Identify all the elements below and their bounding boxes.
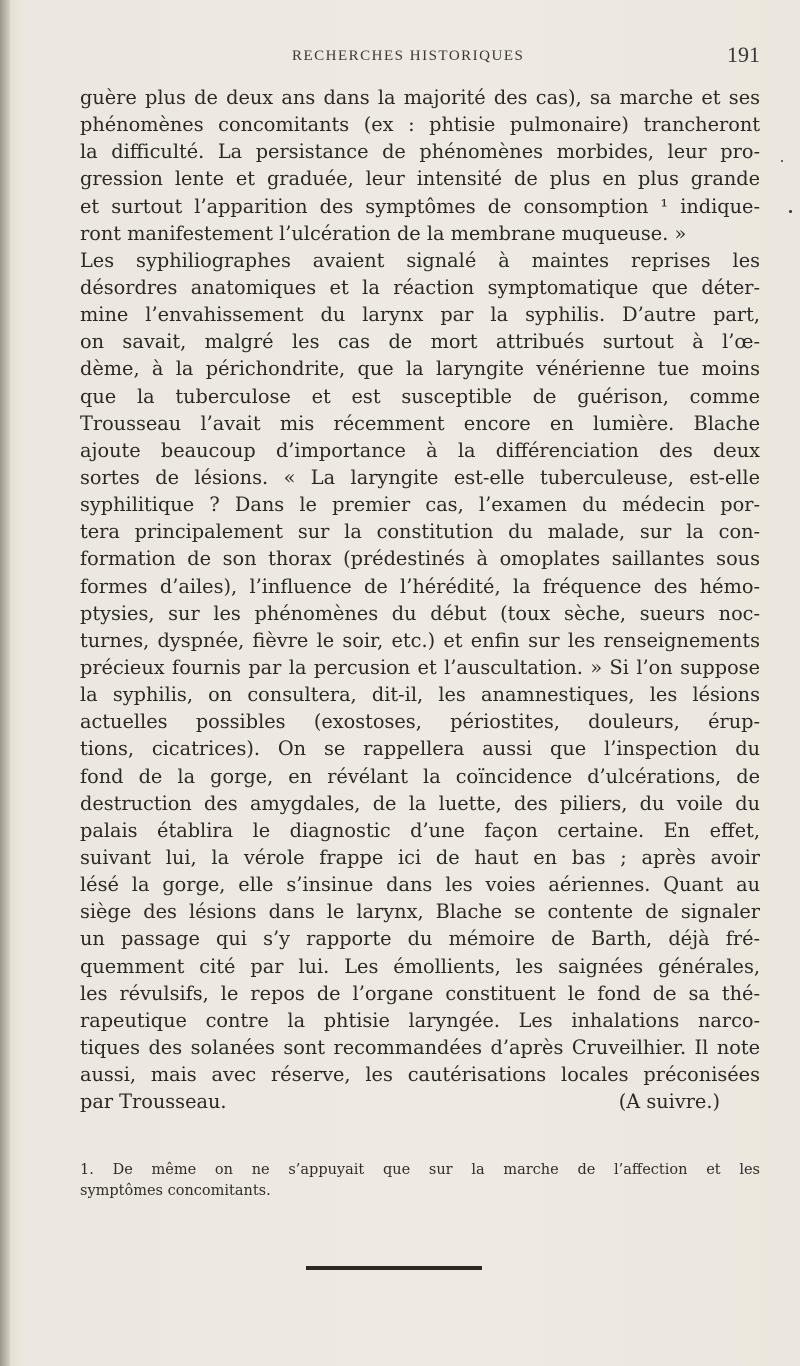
text-line: ptysies, sur les phénomènes du début (toux sèche, sueurs noc- bbox=[80, 601, 760, 625]
text-line: la syphilis, on consultera, dit-il, les anamnestiques, les lésions bbox=[80, 683, 760, 707]
text-line: lésé la gorge, elle s’insinue dans les voies aériennes. Quant au bbox=[80, 873, 760, 897]
text-line: rapeutique contre la phtisie laryngée. Les inhalations narco- bbox=[80, 1008, 760, 1032]
text-line: précieux fournis par la percusion et l’auscultation. » Si l’on suppose bbox=[80, 655, 760, 679]
text-line: tera principalement sur la constitution du malade, sur la con- bbox=[80, 520, 760, 544]
text-line: que la tuberculose et est susceptible de guérison, comme bbox=[80, 384, 760, 408]
text-line: destruction des amygdales, de la luette, des piliers, du voile du bbox=[80, 791, 760, 815]
text-line: Trousseau l’avait mis récemment encore en lumière. Blache bbox=[80, 411, 760, 435]
text-line: aussi, mais avec réserve, les cautérisations locales préconisées bbox=[80, 1063, 760, 1087]
text-line: phénomènes concomitants (ex : phtisie pulmonaire) trancheront bbox=[80, 113, 760, 137]
text-line: Les syphiliographes avaient signalé à maintes reprises les bbox=[80, 248, 760, 272]
text-line: formation de son thorax (prédestinés à omoplates saillantes sous bbox=[80, 547, 760, 571]
text-line: syphilitique ? Dans le premier cas, l’examen du médecin por- bbox=[80, 493, 760, 517]
text-line: turnes, dyspnée, fièvre le soir, etc.) et enfin sur les renseignements bbox=[80, 628, 760, 652]
footnote-line: symptômes concomitants. bbox=[80, 1183, 271, 1199]
footnote-line: 1. De même on ne s’appuyait que sur la marche de l’affection et les bbox=[80, 1162, 760, 1178]
text-line: suivant lui, la vérole frappe ici de haut en bas ; après avoir bbox=[80, 845, 760, 869]
final-line bbox=[80, 1088, 760, 1115]
text-line: formes d’ailes), l’influence de l’hérédité, la fréquence des hémo- bbox=[80, 574, 760, 598]
text-line: sortes de lésions. « La laryngite est-elle tuberculeuse, est-elle bbox=[80, 465, 760, 489]
running-title: RECHERCHES HISTORIQUES bbox=[292, 48, 525, 64]
text-line: gression lente et graduée, leur intensité de plus en plus grande bbox=[80, 167, 760, 191]
body-text bbox=[80, 84, 760, 1115]
text-line: désordres anatomiques et la réaction symptomatique que déter- bbox=[80, 275, 760, 299]
text-line: palais établira le diagnostic d’une façon certaine. En effet, bbox=[80, 818, 760, 842]
binding-edge bbox=[0, 0, 10, 1366]
text-line: on savait, malgré les cas de mort attribués surtout à l’œ- bbox=[80, 330, 760, 354]
to-be-continued: (A suivre.) bbox=[618, 1090, 720, 1114]
page-header bbox=[80, 42, 760, 72]
page-number: 191 bbox=[727, 42, 760, 67]
paper-speck bbox=[781, 160, 783, 162]
text-line: et surtout l’apparition des symptômes de consomption ¹ indique- bbox=[80, 194, 760, 218]
text-line: actuelles possibles (exostoses, périostites, douleurs, érup- bbox=[80, 710, 760, 734]
text-line: ajoute beaucoup d’importance à la différenciation des deux bbox=[80, 438, 760, 462]
text-line: tions, cicatrices). On se rappellera aussi que l’inspection du bbox=[80, 737, 760, 761]
footnote bbox=[80, 1160, 760, 1202]
paper-speck bbox=[789, 210, 792, 213]
text-line: fond de la gorge, en révélant la coïncidence d’ulcérations, de bbox=[80, 764, 760, 788]
text-line: dème, à la périchondrite, que la laryngite vénérienne tue moins bbox=[80, 357, 760, 381]
text-line: siège des lésions dans le larynx, Blache se contente de signaler bbox=[80, 900, 760, 924]
text-line: mine l’envahissement du larynx par la syphilis. D’autre part, bbox=[80, 303, 760, 327]
text-line: quemment cité par lui. Les émollients, les saignées générales, bbox=[80, 954, 760, 978]
text-line: ront manifestement l’ulcération de la membrane muqueuse. » bbox=[80, 221, 687, 245]
text-line: un passage qui s’y rapporte du mémoire de Barth, déjà fré- bbox=[80, 927, 760, 951]
end-rule bbox=[306, 1266, 482, 1270]
text-line: les révulsifs, le repos de l’organe constituent le fond de sa thé- bbox=[80, 981, 760, 1005]
text-line: guère plus de deux ans dans la majorité des cas), sa marche et ses bbox=[80, 86, 760, 109]
final-line-text: par Trousseau. bbox=[80, 1090, 227, 1114]
text-line: tiques des solanées sont recommandées d’après Cruveilhier. Il note bbox=[80, 1035, 760, 1059]
text-line: la difficulté. La persistance de phénomènes morbides, leur pro- bbox=[80, 140, 760, 164]
